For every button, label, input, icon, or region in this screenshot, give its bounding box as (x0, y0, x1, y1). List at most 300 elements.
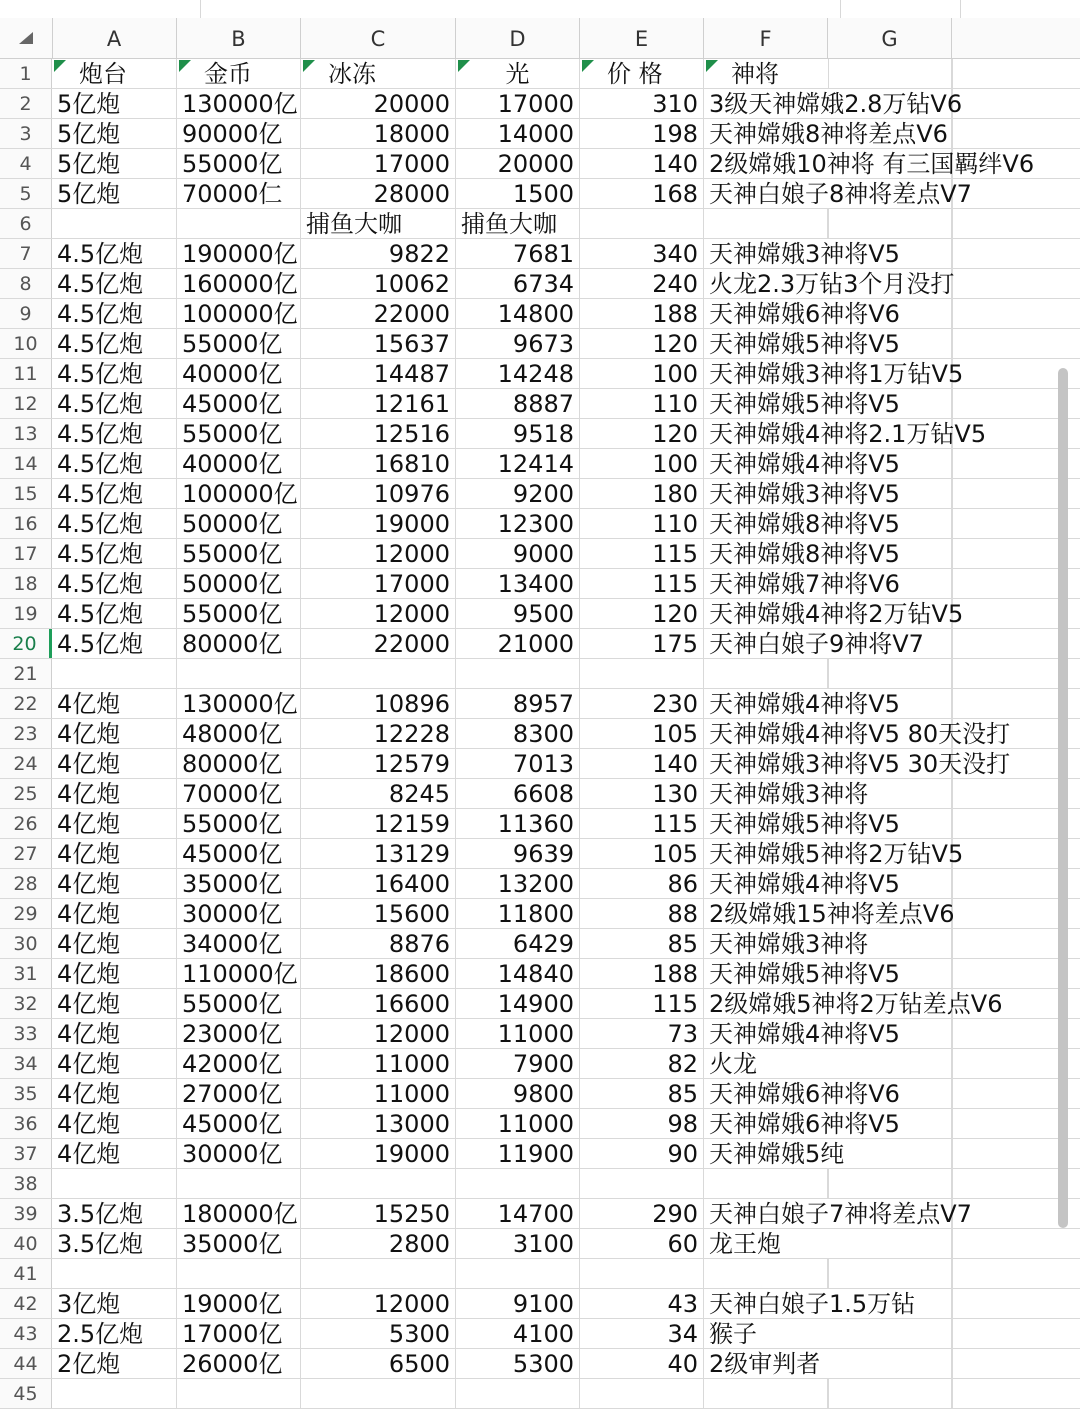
cell-d36[interactable]: 11000 (456, 1109, 580, 1138)
cell-f19[interactable]: 天神嫦娥4神将2万钻V5 (709, 600, 964, 628)
cell-c32[interactable]: 16600 (301, 989, 456, 1018)
cell-a18[interactable]: 4.5亿炮 (52, 569, 177, 598)
row-number[interactable]: 9 (0, 299, 52, 328)
cell-b23[interactable]: 48000亿 (177, 719, 301, 748)
row-number[interactable]: 21 (0, 659, 52, 688)
row-number[interactable]: 33 (0, 1019, 52, 1048)
cell-a19[interactable]: 4.5亿炮 (52, 599, 177, 628)
cell-e15[interactable]: 180 (580, 479, 704, 508)
row-number[interactable]: 24 (0, 749, 52, 778)
column-header-a[interactable]: A (52, 18, 177, 58)
row-number[interactable]: 40 (0, 1229, 52, 1258)
column-header-c[interactable]: C (301, 18, 456, 58)
cell-e38[interactable] (580, 1169, 704, 1198)
cell-d40[interactable]: 3100 (456, 1229, 580, 1258)
cell-e16[interactable]: 110 (580, 509, 704, 538)
cell-a14[interactable]: 4.5亿炮 (52, 449, 177, 478)
cell-f28[interactable]: 天神嫦娥4神将V5 (709, 870, 900, 898)
cell-c3[interactable]: 18000 (301, 119, 456, 148)
row-number[interactable]: 32 (0, 989, 52, 1018)
cell-a39[interactable]: 3.5亿炮 (52, 1199, 177, 1228)
cell-f38[interactable] (704, 1169, 828, 1198)
cell-d39[interactable]: 14700 (456, 1199, 580, 1228)
cell-a15[interactable]: 4.5亿炮 (52, 479, 177, 508)
cell-c8[interactable]: 10062 (301, 269, 456, 298)
cell-f11[interactable]: 天神嫦娥3神将1万钻V5 (709, 360, 964, 388)
cell-a12[interactable]: 4.5亿炮 (52, 389, 177, 418)
cell-e19[interactable]: 120 (580, 599, 704, 628)
cell-c14[interactable]: 16810 (301, 449, 456, 478)
cell-a6[interactable] (52, 209, 177, 238)
cell-b15[interactable]: 100000亿 (177, 479, 301, 508)
cell-a30[interactable]: 4亿炮 (52, 929, 177, 958)
cell-d4[interactable]: 20000 (456, 149, 580, 178)
cell-f18[interactable]: 天神嫦娥7神将V6 (709, 570, 900, 598)
cell-c44[interactable]: 6500 (301, 1349, 456, 1378)
cell-e29[interactable]: 88 (580, 899, 704, 928)
cell-a26[interactable]: 4亿炮 (52, 809, 177, 838)
cell-d21[interactable] (456, 659, 580, 688)
row-number[interactable]: 43 (0, 1319, 52, 1348)
cell-c6[interactable]: 捕鱼大咖 (301, 209, 456, 238)
cell-c5[interactable]: 28000 (301, 179, 456, 208)
cell-f39[interactable]: 天神白娘子7神将差点V7 (709, 1200, 972, 1228)
row-number[interactable]: 20 (0, 629, 52, 658)
cell-b40[interactable]: 35000亿 (177, 1229, 301, 1258)
cell-b11[interactable]: 40000亿 (177, 359, 301, 388)
cell-g21[interactable] (828, 659, 952, 688)
cell-d42[interactable]: 9100 (456, 1289, 580, 1318)
cell-e8[interactable]: 240 (580, 269, 704, 298)
cell-c41[interactable] (301, 1259, 456, 1288)
cell-e6[interactable] (580, 209, 704, 238)
cell-b26[interactable]: 55000亿 (177, 809, 301, 838)
cell-d12[interactable]: 8887 (456, 389, 580, 418)
cell-g43[interactable] (828, 1319, 952, 1348)
cell-b6[interactable] (177, 209, 301, 238)
cell-e28[interactable]: 86 (580, 869, 704, 898)
cell-f2[interactable]: 3级天神嫦娥2.8万钻V6 (709, 90, 963, 118)
cell-d25[interactable]: 6608 (456, 779, 580, 808)
row-number[interactable]: 15 (0, 479, 52, 508)
cell-b31[interactable]: 110000亿 (177, 959, 301, 988)
select-all-corner[interactable] (0, 18, 53, 58)
cell-e24[interactable]: 140 (580, 749, 704, 778)
cell-e40[interactable]: 60 (580, 1229, 704, 1258)
cell-b7[interactable]: 190000亿 (177, 239, 301, 268)
row-number[interactable]: 11 (0, 359, 52, 388)
cell-a33[interactable]: 4亿炮 (52, 1019, 177, 1048)
cell-f27[interactable]: 天神嫦娥5神将2万钻V5 (709, 840, 964, 868)
cell-b24[interactable]: 80000亿 (177, 749, 301, 778)
cell-b34[interactable]: 42000亿 (177, 1049, 301, 1078)
row-number[interactable]: 42 (0, 1289, 52, 1318)
cell-b28[interactable]: 35000亿 (177, 869, 301, 898)
row-number[interactable]: 34 (0, 1049, 52, 1078)
cell-a20[interactable]: 4.5亿炮 (52, 629, 177, 658)
cell-c36[interactable]: 13000 (301, 1109, 456, 1138)
row-number[interactable]: 2 (0, 89, 52, 118)
cell-c12[interactable]: 12161 (301, 389, 456, 418)
cell-a29[interactable]: 4亿炮 (52, 899, 177, 928)
cell-f37[interactable]: 天神嫦娥5纯 (709, 1140, 845, 1168)
cell-e36[interactable]: 98 (580, 1109, 704, 1138)
cell-c40[interactable]: 2800 (301, 1229, 456, 1258)
cell-a32[interactable]: 4亿炮 (52, 989, 177, 1018)
cell-d16[interactable]: 12300 (456, 509, 580, 538)
cell-f10[interactable]: 天神嫦娥5神将V5 (709, 330, 900, 358)
cell-b39[interactable]: 180000亿 (177, 1199, 301, 1228)
cell-d34[interactable]: 7900 (456, 1049, 580, 1078)
cell-e31[interactable]: 188 (580, 959, 704, 988)
cell-c35[interactable]: 11000 (301, 1079, 456, 1108)
cell-d28[interactable]: 13200 (456, 869, 580, 898)
cell-b10[interactable]: 55000亿 (177, 329, 301, 358)
cell-f31[interactable]: 天神嫦娥5神将V5 (709, 960, 900, 988)
cell-g40[interactable] (828, 1229, 952, 1258)
cell-b9[interactable]: 100000亿 (177, 299, 301, 328)
row-number[interactable]: 28 (0, 869, 52, 898)
cell-a34[interactable]: 4亿炮 (52, 1049, 177, 1078)
cell-c15[interactable]: 10976 (301, 479, 456, 508)
cell-e27[interactable]: 105 (580, 839, 704, 868)
row-number[interactable]: 17 (0, 539, 52, 568)
cell-d20[interactable]: 21000 (456, 629, 580, 658)
cell-e25[interactable]: 130 (580, 779, 704, 808)
cell-e21[interactable] (580, 659, 704, 688)
cell-d22[interactable]: 8957 (456, 689, 580, 718)
cell-c39[interactable]: 15250 (301, 1199, 456, 1228)
row-number[interactable]: 37 (0, 1139, 52, 1168)
cell-a16[interactable]: 4.5亿炮 (52, 509, 177, 538)
cell-b27[interactable]: 45000亿 (177, 839, 301, 868)
cell-c37[interactable]: 19000 (301, 1139, 456, 1168)
row-number[interactable]: 30 (0, 929, 52, 958)
cell-g37[interactable] (828, 1139, 952, 1168)
row-number[interactable]: 12 (0, 389, 52, 418)
cell-d30[interactable]: 6429 (456, 929, 580, 958)
cell-e20[interactable]: 175 (580, 629, 704, 658)
cell-c28[interactable]: 16400 (301, 869, 456, 898)
cell-f34[interactable]: 火龙 (709, 1050, 757, 1078)
cell-a5[interactable]: 5亿炮 (52, 179, 177, 208)
cell-d45[interactable] (456, 1379, 580, 1408)
row-number[interactable]: 39 (0, 1199, 52, 1228)
row-number[interactable]: 19 (0, 599, 52, 628)
cell-d2[interactable]: 17000 (456, 89, 580, 118)
cell-b21[interactable] (177, 659, 301, 688)
cell-c29[interactable]: 15600 (301, 899, 456, 928)
cell-f1[interactable]: 神将 (704, 59, 828, 88)
row-number[interactable]: 29 (0, 899, 52, 928)
row-number[interactable]: 8 (0, 269, 52, 298)
cell-d5[interactable]: 1500 (456, 179, 580, 208)
cell-b35[interactable]: 27000亿 (177, 1079, 301, 1108)
cell-d43[interactable]: 4100 (456, 1319, 580, 1348)
cell-a45[interactable] (52, 1379, 177, 1408)
cell-e2[interactable]: 310 (580, 89, 704, 118)
row-number[interactable]: 1 (0, 59, 52, 88)
cell-b32[interactable]: 55000亿 (177, 989, 301, 1018)
cell-d32[interactable]: 14900 (456, 989, 580, 1018)
row-number[interactable]: 25 (0, 779, 52, 808)
cell-d9[interactable]: 14800 (456, 299, 580, 328)
cell-c27[interactable]: 13129 (301, 839, 456, 868)
cell-a25[interactable]: 4亿炮 (52, 779, 177, 808)
cell-f41[interactable] (704, 1259, 828, 1288)
cell-b19[interactable]: 55000亿 (177, 599, 301, 628)
cell-a43[interactable]: 2.5亿炮 (52, 1319, 177, 1348)
cell-f32[interactable]: 2级嫦娥5神将2万钻差点V6 (709, 990, 1003, 1018)
row-number[interactable]: 38 (0, 1169, 52, 1198)
cell-b17[interactable]: 55000亿 (177, 539, 301, 568)
cell-f43[interactable]: 猴子 (709, 1320, 757, 1348)
cell-c13[interactable]: 12516 (301, 419, 456, 448)
cell-d33[interactable]: 11000 (456, 1019, 580, 1048)
cell-g44[interactable] (828, 1349, 952, 1378)
row-number[interactable]: 18 (0, 569, 52, 598)
cell-b42[interactable]: 19000亿 (177, 1289, 301, 1318)
cell-f42[interactable]: 天神白娘子1.5万钻 (709, 1290, 916, 1318)
cell-f36[interactable]: 天神嫦娥6神将V5 (709, 1110, 900, 1138)
cell-a23[interactable]: 4亿炮 (52, 719, 177, 748)
cell-d10[interactable]: 9673 (456, 329, 580, 358)
cell-e41[interactable] (580, 1259, 704, 1288)
column-header-b[interactable]: B (177, 18, 301, 58)
cell-b29[interactable]: 30000亿 (177, 899, 301, 928)
cell-b38[interactable] (177, 1169, 301, 1198)
cell-e17[interactable]: 115 (580, 539, 704, 568)
cell-e22[interactable]: 230 (580, 689, 704, 718)
cell-a42[interactable]: 3亿炮 (52, 1289, 177, 1318)
cell-f16[interactable]: 天神嫦娥8神将V5 (709, 510, 900, 538)
cell-e3[interactable]: 198 (580, 119, 704, 148)
cell-c33[interactable]: 12000 (301, 1019, 456, 1048)
cell-f8[interactable]: 火龙2.3万钻3个月没打 (709, 270, 955, 298)
cell-c20[interactable]: 22000 (301, 629, 456, 658)
cell-c23[interactable]: 12228 (301, 719, 456, 748)
cell-c18[interactable]: 17000 (301, 569, 456, 598)
cell-e45[interactable] (580, 1379, 704, 1408)
cell-f15[interactable]: 天神嫦娥3神将V5 (709, 480, 900, 508)
cell-g6[interactable] (828, 209, 952, 238)
cell-c34[interactable]: 11000 (301, 1049, 456, 1078)
cell-b13[interactable]: 55000亿 (177, 419, 301, 448)
cell-a4[interactable]: 5亿炮 (52, 149, 177, 178)
cell-e13[interactable]: 120 (580, 419, 704, 448)
cell-a13[interactable]: 4.5亿炮 (52, 419, 177, 448)
cell-e30[interactable]: 85 (580, 929, 704, 958)
cell-f24[interactable]: 天神嫦娥3神将V5 30天没打 (709, 750, 1011, 778)
row-number[interactable]: 5 (0, 179, 52, 208)
vertical-scrollbar[interactable] (1058, 368, 1068, 1228)
row-number[interactable]: 7 (0, 239, 52, 268)
cell-e43[interactable]: 34 (580, 1319, 704, 1348)
cell-e9[interactable]: 188 (580, 299, 704, 328)
cell-d19[interactable]: 9500 (456, 599, 580, 628)
cell-f29[interactable]: 2级嫦娥15神将差点V6 (709, 900, 955, 928)
row-number[interactable]: 3 (0, 119, 52, 148)
cell-c17[interactable]: 12000 (301, 539, 456, 568)
cell-f3[interactable]: 天神嫦娥8神将差点V6 (709, 120, 948, 148)
row-number[interactable]: 23 (0, 719, 52, 748)
column-header-f[interactable]: F (704, 18, 828, 58)
cell-e34[interactable]: 82 (580, 1049, 704, 1078)
cell-b2[interactable]: 130000亿 (177, 89, 301, 118)
cell-a35[interactable]: 4亿炮 (52, 1079, 177, 1108)
row-number[interactable]: 36 (0, 1109, 52, 1138)
cell-f40[interactable]: 龙王炮 (709, 1230, 781, 1258)
cell-d15[interactable]: 9200 (456, 479, 580, 508)
cell-b45[interactable] (177, 1379, 301, 1408)
cell-a1[interactable]: 炮台 (52, 59, 177, 88)
cell-d38[interactable] (456, 1169, 580, 1198)
cell-c9[interactable]: 22000 (301, 299, 456, 328)
cell-a10[interactable]: 4.5亿炮 (52, 329, 177, 358)
cell-d35[interactable]: 9800 (456, 1079, 580, 1108)
row-number[interactable]: 35 (0, 1079, 52, 1108)
cell-a8[interactable]: 4.5亿炮 (52, 269, 177, 298)
cell-e5[interactable]: 168 (580, 179, 704, 208)
cell-b33[interactable]: 23000亿 (177, 1019, 301, 1048)
cell-g34[interactable] (828, 1049, 952, 1078)
cell-d41[interactable] (456, 1259, 580, 1288)
cell-d3[interactable]: 14000 (456, 119, 580, 148)
cell-f45[interactable] (704, 1379, 828, 1408)
cell-e23[interactable]: 105 (580, 719, 704, 748)
row-number[interactable]: 27 (0, 839, 52, 868)
row-number[interactable]: 44 (0, 1349, 52, 1378)
cell-d29[interactable]: 11800 (456, 899, 580, 928)
row-number[interactable]: 4 (0, 149, 52, 178)
cell-c31[interactable]: 18600 (301, 959, 456, 988)
cell-b30[interactable]: 34000亿 (177, 929, 301, 958)
cell-b36[interactable]: 45000亿 (177, 1109, 301, 1138)
cell-f25[interactable]: 天神嫦娥3神将 (709, 780, 869, 808)
cell-c2[interactable]: 20000 (301, 89, 456, 118)
cell-f35[interactable]: 天神嫦娥6神将V6 (709, 1080, 900, 1108)
cell-a3[interactable]: 5亿炮 (52, 119, 177, 148)
cell-c7[interactable]: 9822 (301, 239, 456, 268)
cell-e7[interactable]: 340 (580, 239, 704, 268)
cell-d13[interactable]: 9518 (456, 419, 580, 448)
cell-f33[interactable]: 天神嫦娥4神将V5 (709, 1020, 900, 1048)
cell-c38[interactable] (301, 1169, 456, 1198)
cell-b4[interactable]: 55000亿 (177, 149, 301, 178)
cell-f30[interactable]: 天神嫦娥3神将 (709, 930, 869, 958)
column-header-g[interactable]: G (828, 18, 952, 58)
cell-d7[interactable]: 7681 (456, 239, 580, 268)
cell-b5[interactable]: 70000仁 (177, 179, 301, 208)
row-number[interactable]: 14 (0, 449, 52, 478)
cell-f14[interactable]: 天神嫦娥4神将V5 (709, 450, 900, 478)
cell-d6[interactable]: 捕鱼大咖 (456, 209, 580, 238)
cell-a44[interactable]: 2亿炮 (52, 1349, 177, 1378)
cell-c16[interactable]: 19000 (301, 509, 456, 538)
cell-e11[interactable]: 100 (580, 359, 704, 388)
cell-d14[interactable]: 12414 (456, 449, 580, 478)
cell-b1[interactable]: 金币 (177, 59, 301, 88)
cell-a40[interactable]: 3.5亿炮 (52, 1229, 177, 1258)
row-number[interactable]: 26 (0, 809, 52, 838)
cell-b14[interactable]: 40000亿 (177, 449, 301, 478)
cell-d27[interactable]: 9639 (456, 839, 580, 868)
cell-a2[interactable]: 5亿炮 (52, 89, 177, 118)
cell-f21[interactable] (704, 659, 828, 688)
cell-e44[interactable]: 40 (580, 1349, 704, 1378)
cell-e32[interactable]: 115 (580, 989, 704, 1018)
row-number[interactable]: 45 (0, 1379, 52, 1408)
cell-e39[interactable]: 290 (580, 1199, 704, 1228)
cell-c22[interactable]: 10896 (301, 689, 456, 718)
cell-c24[interactable]: 12579 (301, 749, 456, 778)
cell-a31[interactable]: 4亿炮 (52, 959, 177, 988)
cell-b12[interactable]: 45000亿 (177, 389, 301, 418)
cell-c4[interactable]: 17000 (301, 149, 456, 178)
cell-f44[interactable]: 2级审判者 (709, 1350, 821, 1378)
cell-e14[interactable]: 100 (580, 449, 704, 478)
cell-f17[interactable]: 天神嫦娥8神将V5 (709, 540, 900, 568)
cell-c10[interactable]: 15637 (301, 329, 456, 358)
cell-e37[interactable]: 90 (580, 1139, 704, 1168)
cell-a7[interactable]: 4.5亿炮 (52, 239, 177, 268)
row-number[interactable]: 16 (0, 509, 52, 538)
cell-e12[interactable]: 110 (580, 389, 704, 418)
cell-a11[interactable]: 4.5亿炮 (52, 359, 177, 388)
cell-c42[interactable]: 12000 (301, 1289, 456, 1318)
cell-a21[interactable] (52, 659, 177, 688)
cell-a38[interactable] (52, 1169, 177, 1198)
cell-d23[interactable]: 8300 (456, 719, 580, 748)
cell-f9[interactable]: 天神嫦娥6神将V6 (709, 300, 900, 328)
cell-f13[interactable]: 天神嫦娥4神将2.1万钻V5 (709, 420, 987, 448)
cell-f12[interactable]: 天神嫦娥5神将V5 (709, 390, 900, 418)
cell-c1[interactable]: 冰冻 (301, 59, 456, 88)
cell-f22[interactable]: 天神嫦娥4神将V5 (709, 690, 900, 718)
cell-e1[interactable]: 价 格 (580, 59, 704, 88)
cell-c43[interactable]: 5300 (301, 1319, 456, 1348)
cell-f26[interactable]: 天神嫦娥5神将V5 (709, 810, 900, 838)
row-number[interactable]: 41 (0, 1259, 52, 1288)
cell-f7[interactable]: 天神嫦娥3神将V5 (709, 240, 900, 268)
cell-a37[interactable]: 4亿炮 (52, 1139, 177, 1168)
cell-g45[interactable] (828, 1379, 952, 1408)
cell-e33[interactable]: 73 (580, 1019, 704, 1048)
cell-b3[interactable]: 90000亿 (177, 119, 301, 148)
cell-d11[interactable]: 14248 (456, 359, 580, 388)
cell-f23[interactable]: 天神嫦娥4神将V5 80天没打 (709, 720, 1011, 748)
cell-c30[interactable]: 8876 (301, 929, 456, 958)
cell-f6[interactable] (704, 209, 828, 238)
cell-b25[interactable]: 70000亿 (177, 779, 301, 808)
cell-a27[interactable]: 4亿炮 (52, 839, 177, 868)
cell-c11[interactable]: 14487 (301, 359, 456, 388)
cell-f5[interactable]: 天神白娘子8神将差点V7 (709, 180, 972, 208)
cell-c19[interactable]: 12000 (301, 599, 456, 628)
cell-d17[interactable]: 9000 (456, 539, 580, 568)
cell-g41[interactable] (828, 1259, 952, 1288)
cell-e4[interactable]: 140 (580, 149, 704, 178)
cell-d31[interactable]: 14840 (456, 959, 580, 988)
cell-b8[interactable]: 160000亿 (177, 269, 301, 298)
row-number[interactable]: 13 (0, 419, 52, 448)
cell-c45[interactable] (301, 1379, 456, 1408)
cell-b16[interactable]: 50000亿 (177, 509, 301, 538)
cell-d8[interactable]: 6734 (456, 269, 580, 298)
cell-b20[interactable]: 80000亿 (177, 629, 301, 658)
cell-f4[interactable]: 2级嫦娥10神将 有三国羁绊V6 (709, 150, 1035, 178)
cell-a28[interactable]: 4亿炮 (52, 869, 177, 898)
